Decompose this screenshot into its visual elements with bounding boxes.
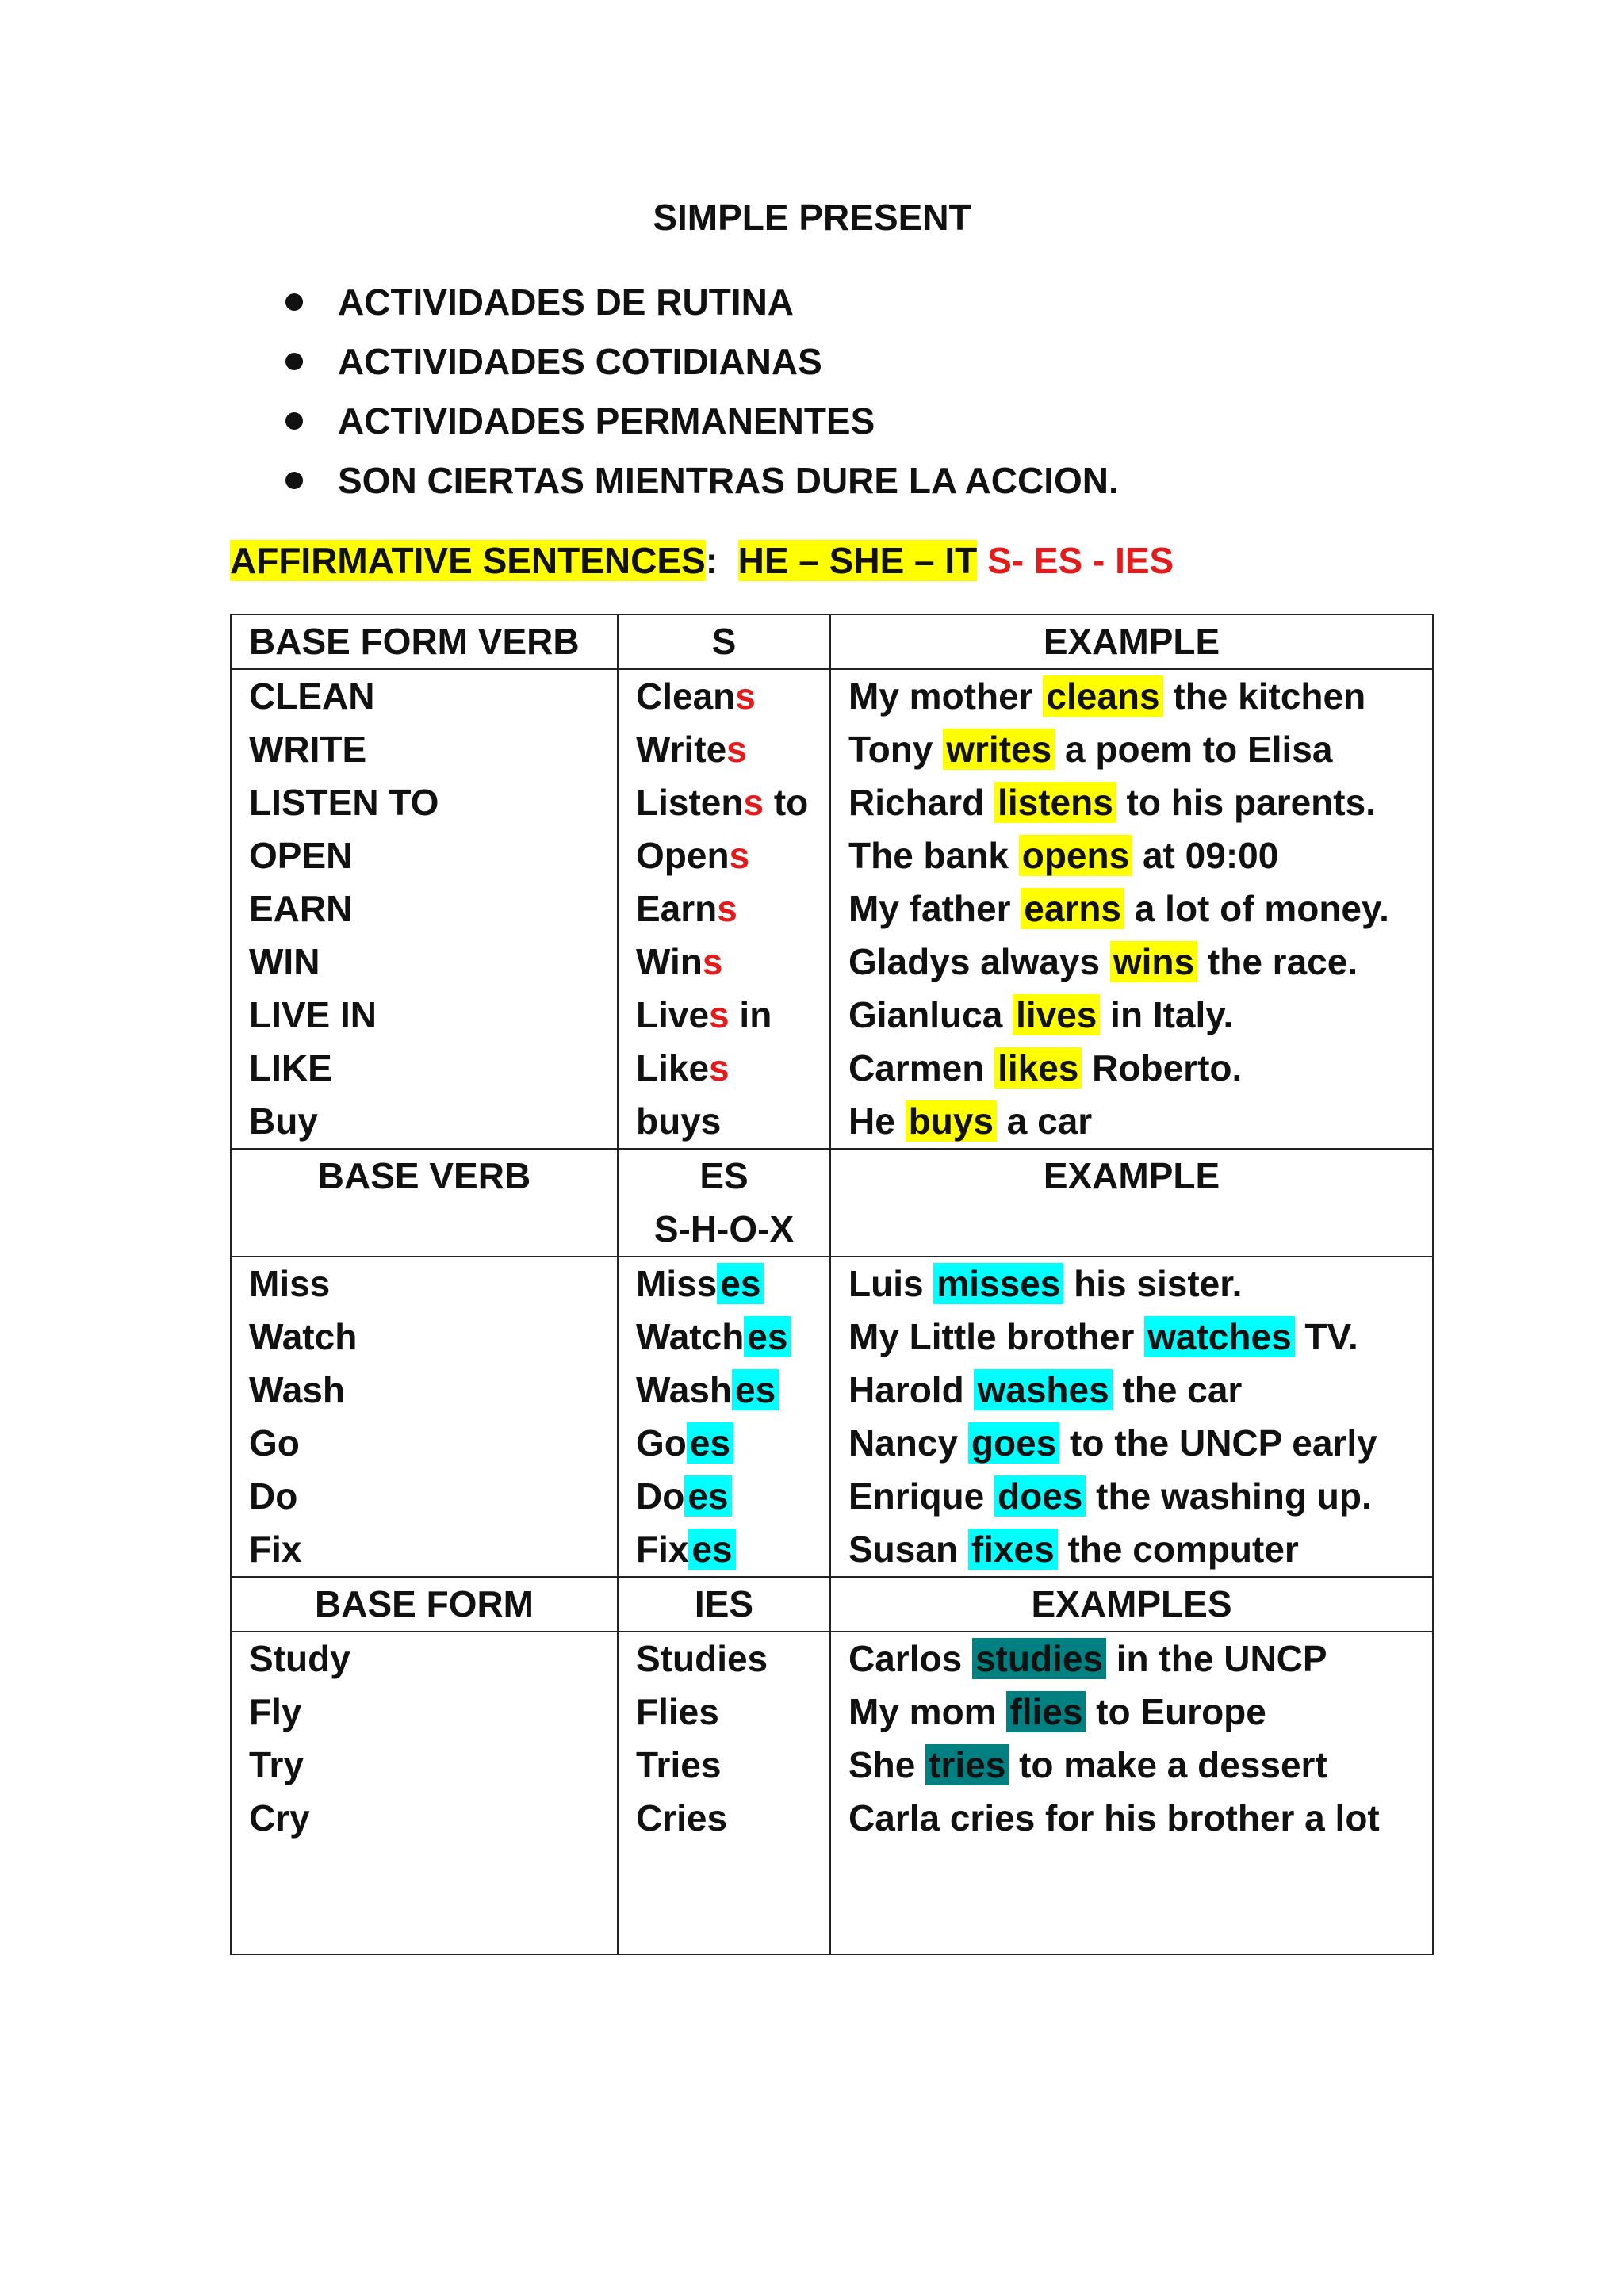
table-header-row — [231, 614, 1433, 669]
bullet-item: ACTIVIDADES COTIDIANAS — [285, 332, 1119, 392]
header-subtitle: S-H-O-X — [653, 1208, 795, 1249]
table-row — [231, 669, 1433, 1149]
header-cell: ES S-H-O-X — [618, 1149, 830, 1257]
affirmative-heading — [230, 533, 1174, 588]
example-cell: Carlos studies in the UNCP My mom flies to Europe She tries to make a dessert Carla cries for his brother a lot — [830, 1632, 1433, 1954]
bullet-dot-icon — [285, 293, 303, 311]
bullet-item: SON CIERTAS MIENTRAS DURE LA ACCION. — [285, 451, 1119, 511]
header-cell: EXAMPLE — [830, 1149, 1433, 1257]
table-row — [231, 1632, 1433, 1954]
base-verb-cell: Study Fly Try Cry — [231, 1632, 618, 1954]
header-cell: IES — [618, 1577, 830, 1632]
affirmative-endings: S- ES - IES — [987, 540, 1174, 581]
bullet-list — [285, 273, 1119, 511]
example-cell: My mother cleans the kitchen Tony writes a poem to Elisa Richard listens to his parents. The bank opens at 09:00 My father earns a lot of money. Gladys always wins the race. Gianluca lives in Italy. Carmen likes Roberto. He buys a car — [830, 669, 1433, 1149]
base-verb-cell: CLEAN WRITE LISTEN TO OPEN EARN WIN LIVE IN LIKE Buy — [231, 669, 618, 1149]
header-cell: EXAMPLES — [830, 1577, 1433, 1632]
header-cell: S — [618, 614, 830, 669]
base-verb-cell: Miss Watch Wash Go Do Fix — [231, 1257, 618, 1577]
table-header-row — [231, 1577, 1433, 1632]
bullet-dot-icon — [285, 412, 303, 430]
bullet-item: ACTIVIDADES DE RUTINA — [285, 273, 1119, 332]
header-cell: BASE VERB — [231, 1149, 618, 1257]
affirmative-label: AFFIRMATIVE SENTENCES — [230, 540, 706, 581]
affirmative-colon: : — [705, 540, 718, 581]
example-cell: Luis misses his sister. My Little brother watches TV. Harold washes the car Nancy goes to the UNCP early Enrique does the washing up. Susan fixes the computer — [830, 1257, 1433, 1577]
verb-table — [230, 614, 1434, 1955]
table-row — [231, 1257, 1433, 1577]
bullet-item: ACTIVIDADES PERMANENTES — [285, 392, 1119, 451]
header-cell: BASE FORM — [231, 1577, 618, 1632]
affirmative-subjects: HE – SHE – IT — [737, 540, 978, 581]
header-cell: EXAMPLE — [830, 614, 1433, 669]
conjugated-verb-cell: Cleans Writes Listens to Opens Earns Wins Lives in Likes buys — [618, 669, 830, 1149]
bullet-dot-icon — [285, 472, 303, 489]
conjugated-verb-cell: Studies Flies Tries Cries — [618, 1632, 830, 1954]
bullet-dot-icon — [285, 353, 303, 370]
table-header-row — [231, 1149, 1433, 1257]
page-title: SIMPLE PRESENT — [653, 197, 971, 238]
header-cell: BASE FORM VERB — [231, 614, 618, 669]
conjugated-verb-cell: Misses Watches Washes Goes Does Fixes — [618, 1257, 830, 1577]
